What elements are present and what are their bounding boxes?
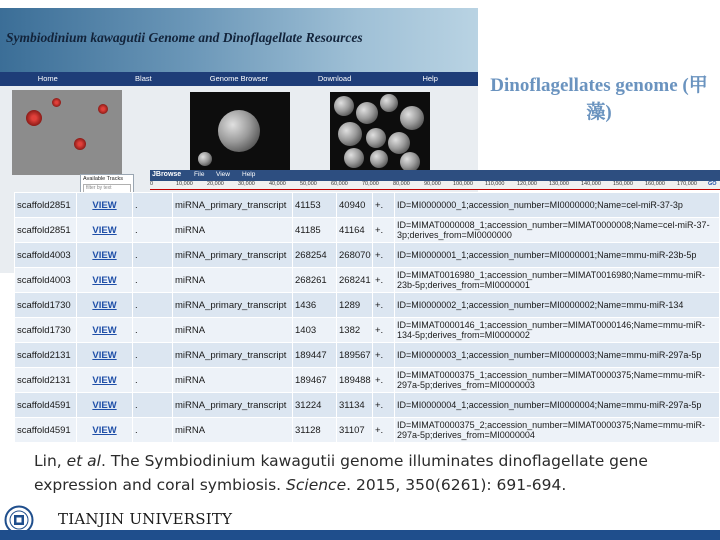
view-link[interactable]: VIEW (92, 399, 117, 411)
cell-view (77, 193, 133, 218)
cell-strand: +. (373, 393, 395, 418)
cell-start: 189467 (293, 368, 337, 393)
ruler-tick: 150,000 (613, 181, 633, 187)
cell-attributes: ID=MIMAT0000375_2;accession_number=MIMAT0000375;Name=mmu-miR-297a-5p;derives_from=MI0000004 (395, 418, 720, 443)
cell-start: 1403 (293, 318, 337, 343)
cell-type: miRNA_primary_transcript (173, 243, 293, 268)
cell-view (77, 318, 133, 343)
cell-seqid: scaffold1730 (15, 293, 77, 318)
jbrowse-toolbar (150, 170, 720, 181)
cell-strand: +. (373, 193, 395, 218)
nav-home[interactable]: Home (37, 74, 58, 83)
slide-title: Dinoflagellates genome (甲藻) (490, 75, 708, 123)
cell-end: 31107 (337, 418, 373, 443)
cell-start: 268261 (293, 268, 337, 293)
table-row (15, 218, 720, 243)
cell-start: 41153 (293, 193, 337, 218)
cell-seqid: scaffold4591 (15, 393, 77, 418)
cell-strand: +. (373, 218, 395, 243)
jbrowse-menu-help[interactable]: Help (242, 171, 256, 178)
table-row (15, 393, 720, 418)
ruler-tick: 80,000 (393, 181, 410, 187)
cell-start: 268254 (293, 243, 337, 268)
nav-genome-browser[interactable]: Genome Browser (209, 74, 269, 83)
view-link[interactable]: VIEW (92, 349, 117, 361)
ruler-tick: 50,000 (300, 181, 317, 187)
cell-seqid: scaffold2131 (15, 368, 77, 393)
cell-start: 189447 (293, 343, 337, 368)
tracks-panel-title: Available Tracks (83, 176, 123, 182)
table-row (15, 268, 720, 293)
nav-download[interactable]: Download (317, 74, 352, 83)
ruler-tick: 10,000 (176, 181, 193, 187)
citation-authors: Lin, (34, 452, 67, 470)
cell-end: 1382 (337, 318, 373, 343)
cell-start: 31128 (293, 418, 337, 443)
cell-attributes: ID=MIMAT0000008_1;accession_number=MIMAT0000008;Name=cel-miR-37-3p;derives_from=MI0000000 (395, 218, 720, 243)
jbrowse-menu-file[interactable]: File (194, 171, 205, 178)
cell-type: miRNA (173, 218, 293, 243)
ruler-tick: 100,000 (453, 181, 473, 187)
cell-start: 41185 (293, 218, 337, 243)
view-link[interactable]: VIEW (92, 374, 117, 386)
ruler-tick: 20,000 (207, 181, 224, 187)
cell-strand: +. (373, 368, 395, 393)
ruler-tick: 130,000 (549, 181, 569, 187)
cell-view (77, 368, 133, 393)
cell-strand: +. (373, 318, 395, 343)
cell-seqid: scaffold4003 (15, 243, 77, 268)
table-row (15, 293, 720, 318)
cell-attributes: ID=MI0000001_1;accession_number=MI0000001;Name=mmu-miR-23b-5p (395, 243, 720, 268)
cell-attributes: ID=MIMAT0016980_1;accession_number=MIMAT0016980;Name=mmu-miR-23b-5p;derives_from=MI0000001 (395, 268, 720, 293)
cell-source: . (133, 393, 173, 418)
cell-attributes: ID=MI0000004_1;accession_number=MI0000004;Name=mmu-miR-297a-5p (395, 393, 720, 418)
view-link[interactable]: VIEW (92, 199, 117, 211)
cell-strand: +. (373, 343, 395, 368)
jbrowse-logo: JBrowse (152, 171, 182, 178)
cell-view (77, 393, 133, 418)
cell-source: . (133, 193, 173, 218)
cell-attributes: ID=MIMAT0000375_1;accession_number=MIMAT0000375;Name=mmu-miR-297a-5p;derives_from=MI0000003 (395, 368, 720, 393)
cell-end: 268241 (337, 268, 373, 293)
cell-type: miRNA_primary_transcript (173, 343, 293, 368)
cell-end: 189488 (337, 368, 373, 393)
cell-source: . (133, 368, 173, 393)
jbrowse-ruler (150, 181, 720, 190)
citation-title: . The Symbiodinium kawagutii genome illuminates dinoflagellate gene expression and coral symbiosis. (34, 452, 648, 494)
footer-bar (0, 530, 720, 540)
cell-type: miRNA (173, 268, 293, 293)
cell-type: miRNA_primary_transcript (173, 193, 293, 218)
cell-attributes: ID=MI0000002_1;accession_number=MI0000002;Name=mmu-miR-134 (395, 293, 720, 318)
micrograph-sem-cluster (330, 92, 430, 172)
university-name: TIANJIN UNIVERSITY (58, 510, 233, 528)
jbrowse-menu-view[interactable]: View (216, 171, 230, 178)
cell-view (77, 293, 133, 318)
cell-seqid: scaffold2131 (15, 343, 77, 368)
cell-source: . (133, 268, 173, 293)
cell-type: miRNA (173, 318, 293, 343)
cell-type: miRNA (173, 418, 293, 443)
ruler-tick: 120,000 (517, 181, 537, 187)
cell-seqid: scaffold2851 (15, 193, 77, 218)
view-link[interactable]: VIEW (92, 249, 117, 261)
cell-strand: +. (373, 418, 395, 443)
cell-end: 189567 (337, 343, 373, 368)
table-row (15, 343, 720, 368)
cell-view (77, 343, 133, 368)
cell-attributes: ID=MI0000003_1;accession_number=MI0000003;Name=mmu-miR-297a-5p (395, 343, 720, 368)
table-row (15, 318, 720, 343)
citation-etal: et al (66, 452, 101, 470)
cell-seqid: scaffold4003 (15, 268, 77, 293)
ruler-tick: 110,000 (485, 181, 505, 187)
cell-strand: +. (373, 268, 395, 293)
cell-source: . (133, 218, 173, 243)
cell-source: . (133, 318, 173, 343)
view-link[interactable]: VIEW (92, 274, 117, 286)
view-link[interactable]: VIEW (92, 224, 117, 236)
table-row (15, 193, 720, 218)
table-row (15, 243, 720, 268)
ruler-tick: 60,000 (331, 181, 348, 187)
nav-help[interactable]: Help (422, 74, 438, 83)
ruler-tick: 40,000 (269, 181, 286, 187)
cell-type: miRNA_primary_transcript (173, 293, 293, 318)
cell-source: . (133, 343, 173, 368)
cell-source: . (133, 243, 173, 268)
ruler-tick: 160,000 (645, 181, 665, 187)
ruler-tick: 140,000 (581, 181, 601, 187)
citation (34, 449, 694, 497)
ruler-tick: 30,000 (238, 181, 255, 187)
cell-view (77, 218, 133, 243)
citation-details: . 2015, 350(6261): 691-694. (346, 476, 567, 494)
cell-source: . (133, 418, 173, 443)
citation-journal: Science (286, 476, 347, 494)
cell-end: 31134 (337, 393, 373, 418)
cell-type: miRNA_primary_transcript (173, 393, 293, 418)
cell-strand: +. (373, 293, 395, 318)
cell-seqid: scaffold4591 (15, 418, 77, 443)
micrograph-sem-single (190, 92, 290, 172)
tracks-filter-input[interactable]: filter by text (83, 184, 131, 193)
site-nav (0, 72, 478, 86)
cell-attributes: ID=MIMAT0000146_1;accession_number=MIMAT0000146;Name=mmu-miR-134-5p;derives_from=MI0000002 (395, 318, 720, 343)
cell-end: 40940 (337, 193, 373, 218)
cell-seqid: scaffold1730 (15, 318, 77, 343)
ruler-go-button[interactable]: GO (708, 181, 717, 187)
cell-view (77, 243, 133, 268)
cell-start: 1436 (293, 293, 337, 318)
table-row (15, 368, 720, 393)
cell-view (77, 268, 133, 293)
cell-seqid: scaffold2851 (15, 218, 77, 243)
view-link[interactable]: VIEW (92, 299, 117, 311)
site-title: Symbiodinium kawagutii Genome and Dinoflagellate Resources (6, 30, 363, 45)
gff-annotation-table (14, 192, 720, 443)
cell-view (77, 418, 133, 443)
table-row (15, 418, 720, 443)
cell-end: 1289 (337, 293, 373, 318)
view-link[interactable]: VIEW (92, 424, 117, 436)
ruler-tick: 0 (150, 181, 154, 187)
cell-source: . (133, 293, 173, 318)
micrograph-light (12, 90, 122, 175)
nav-blast[interactable]: Blast (135, 74, 152, 83)
view-link[interactable]: VIEW (92, 324, 117, 336)
cell-strand: +. (373, 243, 395, 268)
site-banner (0, 8, 478, 72)
cell-start: 31224 (293, 393, 337, 418)
ruler-tick: 70,000 (362, 181, 379, 187)
ruler-tick: 170,000 (677, 181, 697, 187)
cell-type: miRNA (173, 368, 293, 393)
ruler-tick: 90,000 (424, 181, 441, 187)
cell-end: 268070 (337, 243, 373, 268)
cell-end: 41164 (337, 218, 373, 243)
cell-attributes: ID=MI0000000_1;accession_number=MI0000000;Name=cel-miR-37-3p (395, 193, 720, 218)
